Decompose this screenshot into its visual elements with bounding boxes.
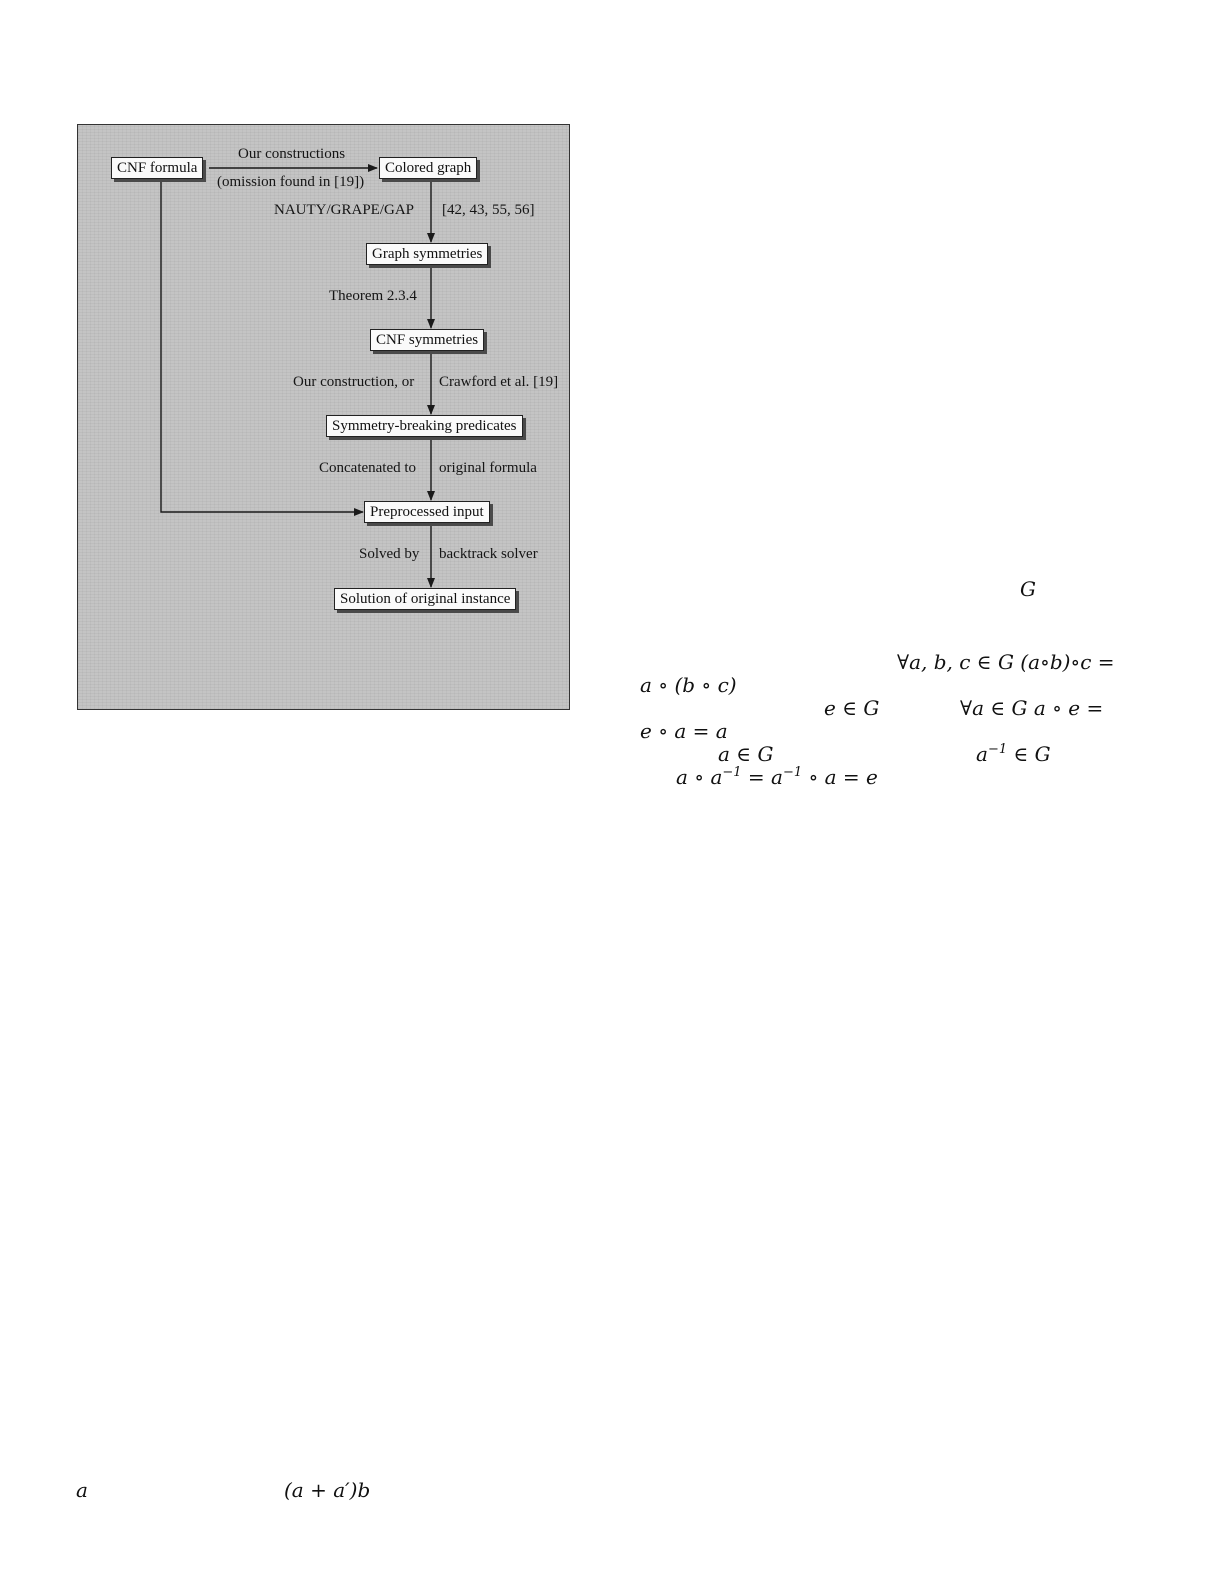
label-our-construction-or: Our construction, or — [293, 374, 415, 390]
math-inv-eq-p1: a ∘ a — [676, 765, 723, 789]
math-inv-eq-e2: −1 — [782, 765, 803, 780]
node-graph-symmetries: Graph symmetries — [366, 243, 488, 265]
label-concatenated: Concatenated to — [319, 460, 417, 476]
node-cnf-formula: CNF formula — [111, 157, 203, 179]
label-original-formula: original formula — [439, 460, 537, 476]
math-inverse-equation — [676, 765, 878, 789]
label-theorem: Theorem 2.3.4 — [329, 288, 417, 304]
math-associativity-line1: ∀a, b, c ∈ G (a∘b)∘c = — [897, 650, 1115, 674]
math-inverse-a: a ∈ G — [718, 742, 774, 766]
math-inv-eq-p2: = a — [741, 765, 783, 789]
node-colored-graph: Colored graph — [379, 157, 477, 179]
math-inverse-tail: ∈ G — [1007, 742, 1051, 766]
label-omission: (omission found in [19]) — [217, 174, 365, 190]
math-inv-eq-e1: −1 — [722, 765, 742, 780]
flowchart-figure — [77, 124, 570, 710]
node-solution: Solution of original instance — [334, 588, 516, 610]
math-identity-element: e ∈ G — [824, 696, 880, 720]
label-crawford: Crawford et al. [19] — [439, 374, 559, 390]
node-symmetry-breaking-predicates: Symmetry-breaking predicates — [326, 415, 523, 437]
node-cnf-symmetries: CNF symmetries — [370, 329, 484, 351]
label-our-constructions: Our constructions — [238, 146, 346, 162]
math-inverse-exp: −1 — [987, 742, 1008, 757]
math-group-G: G — [1020, 577, 1036, 601]
label-backtrack: backtrack solver — [439, 546, 538, 562]
math-inv-eq-p3: ∘ a = e — [802, 765, 878, 789]
math-identity-line1: ∀a ∈ G a ∘ e = — [960, 696, 1104, 720]
label-nauty: NAUTY/GRAPE/GAP — [274, 202, 415, 218]
label-solved-by: Solved by — [359, 546, 420, 562]
math-bottom-expression: (a + a′)b — [284, 1478, 371, 1502]
math-bottom-a: a — [76, 1478, 88, 1502]
math-identity-line2: e ∘ a = a — [640, 719, 728, 743]
math-inverse-base: a — [976, 742, 988, 766]
math-inverse-element — [976, 742, 1051, 766]
label-refs: [42, 43, 55, 56] — [442, 202, 535, 218]
node-preprocessed-input: Preprocessed input — [364, 501, 490, 523]
math-associativity-line2: a ∘ (b ∘ c) — [640, 673, 737, 697]
